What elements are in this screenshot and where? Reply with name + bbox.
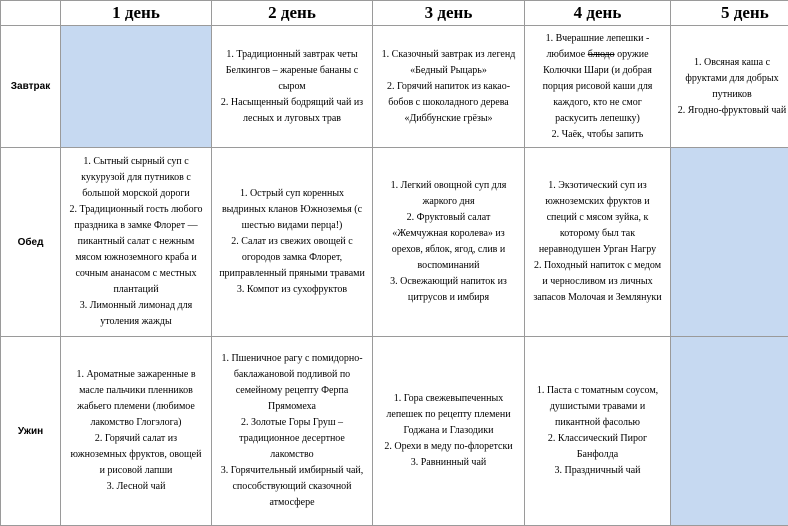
menu-line: 3. Лимонный лимонад для утоления жажды [67,298,205,330]
menu-line: 2. Классический Пирог Банфолда [531,431,664,463]
dinner-day4 [525,337,671,526]
menu-line: 2. Горячий напиток из какао-бобов с шоколадного дерева «Диббунские грёзы» [379,79,518,127]
lunch-day3 [373,148,525,337]
breakfast-row [1,26,788,148]
menu-line: 3. Компот из сухофруктов [218,282,366,298]
dinner-row [1,337,788,526]
dinner-day1 [61,337,212,526]
menu-line: 1. Легкий овощной суп для жаркого дня [379,178,518,210]
breakfast-day5 [671,26,788,148]
menu-line: 1. Пшеничное рагу с помидорно-баклажановой подливой по семейному рецепту Ферпа Прямомеха [218,351,366,415]
menu-line: 2. Орехи в меду по-флоретски [379,439,518,455]
menu-line: 2. Золотые Горы Груш – традиционное десертное лакомство [218,415,366,463]
dinner-day3 [373,337,525,526]
breakfast-day1-empty [61,26,212,148]
meal-label-breakfast: Завтрак [1,26,61,148]
header-row [1,1,788,26]
breakfast-day2 [212,26,373,148]
menu-line: 1. Овсяная каша с фруктами для добрых путников [677,55,787,103]
breakfast-day3 [373,26,525,148]
meal-label-dinner: Ужин [1,337,61,526]
dinner-day5-empty [671,337,788,526]
menu-line: 1. Сытный сырный суп с кукурузой для путников с большой морской дороги [67,154,205,202]
day-header-1: 1 день [61,1,212,26]
menu-line: 1. Ароматные зажаренные в масле пальчики пленников жабьего племени (любимое лакомство Глогэлога) [67,367,205,431]
menu-line: 2. Насыщенный бодрящий чай из лесных и луговых трав [218,95,366,127]
meal-label-lunch: Обед [1,148,61,337]
lunch-day4 [525,148,671,337]
menu-line: 3. Горячительный имбирный чай, способствующий сказочной атмосфере [218,463,366,511]
menu-line: 1. Экзотический суп из южноземских фруктов и специй с мясом зуйка, к которому был так неравнодушен Урган Нагру [531,178,664,258]
menu-line: 3. Праздничный чай [531,463,664,479]
dinner-day2 [212,337,373,526]
menu-line-end: оружие Колючки Шари (и добрая порция рисовой каши для каждого, кто не смог раскусить лепешку) [543,49,653,124]
menu-line: 2. Походный напиток с медом и черносливом из личных запасов Молочая и Землянуки [531,258,664,306]
lunch-row [1,148,788,337]
menu-line: 3. Освежающий напиток из цитрусов и имбиря [379,274,518,306]
lunch-day2 [212,148,373,337]
menu-line: 2. Ягодно-фруктовый чай [677,103,787,119]
menu-line: 2. Чаёк, чтобы запить [531,127,664,143]
menu-line: 1. Острый суп коренных выдриных кланов Южноземья (с шестью видами перца!) [218,186,366,234]
breakfast-day4 [525,26,671,148]
day-header-4: 4 день [525,1,671,26]
menu-line: 2. Салат из свежих овощей с огородов замка Флорет, приправленный пряными травами [218,234,366,282]
menu-line: 2. Традиционный гость любого праздника в замке Флорет — пикантный салат с нежным мясом южноземного краба и сочным ананасом с местных плантаций [67,202,205,298]
menu-line: 1. Сказочный завтрак из легенд «Бедный Рыцарь» [379,47,518,79]
day-header-5: 5 день [671,1,788,26]
day-header-3: 3 день [373,1,525,26]
menu-line: 2. Горячий салат из южноземных фруктов, овощей и рисовой лапши [67,431,205,479]
menu-line: 1. Традиционный завтрак четы Белкингов – жареные бананы с сыром [218,47,366,95]
lunch-day5-empty [671,148,788,337]
corner-cell [1,1,61,26]
menu-line-start: 1. Вчерашние лепешки - любимое [546,33,650,60]
menu-line: 1. Паста с томатным соусом, душистыми травами и пикантной фасолью [531,383,664,431]
menu-line: 1. Гора свежевыпеченных лепешек по рецепту племени Годжана и Глазодики [379,391,518,439]
menu-line: 2. Фруктовый салат «Жемчужная королева» из орехов, яблок, ягод, слив и воспоминаний [379,210,518,274]
menu-line: 3. Лесной чай [67,479,205,495]
day-header-2: 2 день [212,1,373,26]
menu-line [531,31,664,127]
struck-word: блюдо [588,49,615,60]
lunch-day1 [61,148,212,337]
menu-line: 3. Равнинный чай [379,455,518,471]
